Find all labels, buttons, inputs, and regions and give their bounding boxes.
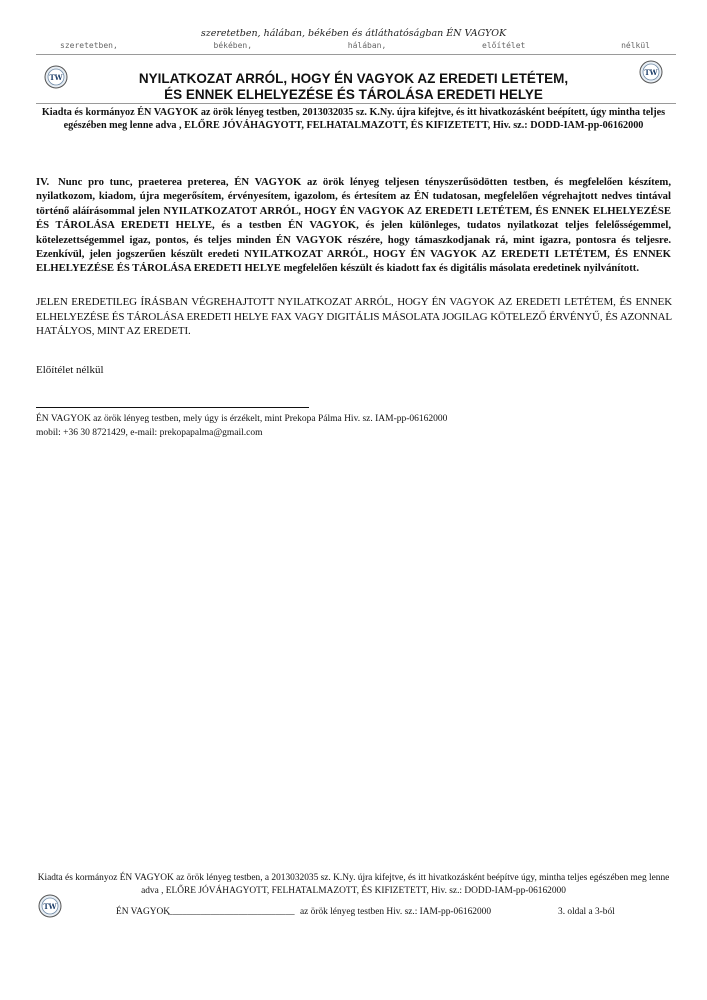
spaced-motto: szeretetben, békében, hálában, előítélet nélkül: [60, 41, 650, 50]
signature-line: [36, 407, 309, 408]
page-number: 3. oldal a 3-ból: [558, 907, 615, 917]
signature-contact: mobil: +36 30 8721429, e-mail: prekopapalma@gmail.com: [36, 428, 263, 438]
document-title-line1: NYILATKOZAT ARRÓL, HOGY ÉN VAGYOK AZ EREDETI LETÉTEM,: [138, 71, 569, 86]
paragraph-iv-text: Nunc pro tunc, praeterea preterea, ÉN VAGYOK az örök lényeg teljesen tényszerűsödötten testben, és megfelelően készítem, nyilatkozom, kiadom, újra megerősítem, érvényesítem, igazolom, és értesítem az ÉN tudatosan, megfelelően végrehajtott nedves tintával történő aláírásommal jelen NYILATKOZATOT ARRÓL, HOGY ÉN VAGYOK AZ EREDETI LETÉTEM, ÉS ENNEK ELHELYEZÉSE ÉS TÁROLÁSA EREDETI HELYE, és a testben ÉN VAGYOK, és jelen különleges, tudatos nyilatkozat teljes felelősségemmel, kötelezettségemmel igaz, pontos, és teljes minden ÉN VAGYOK részére, hogy támaszkodjanak rá, mint igazra, pontosra és teljesre. Ezenkívül, jelen jogszerűen készült eredeti NYILATKOZAT ARRÓL, HOGY ÉN VAGYOK AZ EREDETI LETÉTEM, ÉS ENNEK ELHELYEZÉSE ÉS TÁROLÁSA EREDETI HELYE megfelelően készült és kiadott fax és digitális másolata eredetinek nyilvánított.: [36, 176, 671, 275]
footer-signature-blank: ___________________________: [168, 907, 295, 917]
header-motto: szeretetben, hálában, békében és átláthatóságban ÉN VAGYOK: [200, 28, 507, 39]
header-divider: [36, 54, 676, 55]
seal-logo-left: [44, 65, 68, 89]
without-prejudice: Előítélet nélkül: [36, 364, 104, 376]
signature-identity: ÉN VAGYOK az örök lényeg testben, mely úgy is érzékelt, mint Prekopa Pálma Hiv. sz. IAM-pp-06162000: [36, 414, 448, 424]
svg-text:TW: TW: [644, 68, 658, 77]
footer-name: ÉN VAGYOK: [116, 907, 171, 917]
footer-seal-logo: [38, 894, 62, 918]
paragraph-number: IV.: [36, 176, 50, 188]
issued-statement: Kiadta és kormányoz ÉN VAGYOK az örök lényeg testben, 2013032035 sz. K.Ny. újra kifejtve, és itt hivatkozásként beépített, úgy mintha teljes egészében meg lenne adva , ELŐRE JÓVÁHAGYOTT, FELHATALMAZOTT, ÉS KIFIZETETT, Hiv. sz.: DODD-IAM-pp-06162000: [41, 107, 666, 132]
svg-text:TW: TW: [43, 902, 57, 911]
document-title-line2: ÉS ENNEK ELHELYEZÉSE ÉS TÁROLÁSA EREDETI HELYE: [164, 87, 543, 102]
title-divider: [36, 103, 676, 104]
paragraph-iv: [36, 175, 671, 276]
svg-text:TW: TW: [49, 73, 63, 82]
footer-issued: Kiadta és kormányoz ÉN VAGYOK az örök lényeg testben, a 2013032035 sz. K.Ny. újra kifejtve, és itt hivatkozásként beépítve úgy, mintha teljes egészében meg lenne adva , ELŐRE JÓVÁHAGYOTT, FELHATALMAZOTT, ÉS KIFIZETETT, Hiv. sz.: DODD-IAM-pp-06162000: [37, 873, 670, 896]
footer-reference: az örök lényeg testben Hiv. sz.: IAM-pp-06162000: [300, 907, 492, 917]
seal-logo-right: [639, 60, 663, 84]
paragraph-validity: JELEN EREDETILEG ÍRÁSBAN VÉGREHAJTOTT NYILATKOZAT ARRÓL, HOGY ÉN VAGYOK AZ EREDETI LETÉTEM, ÉS ENNEK ELHELYEZÉSE ÉS TÁROLÁSA EREDETI HELYE FAX VAGY DIGITÁLIS MÁSOLATA JOGILAG KÖTELEZŐ ÉRVÉNYŰ, ÉS AZONNAL HATÁLYOS, MINT AZ EREDETI.: [36, 296, 672, 338]
